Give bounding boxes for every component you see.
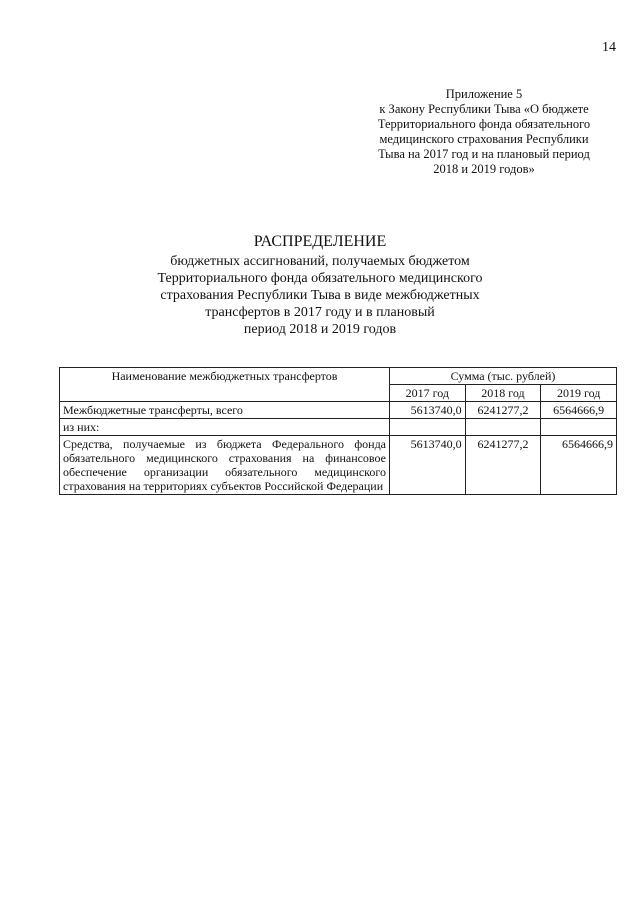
appendix-line: 2018 и 2019 годов» xyxy=(433,162,535,176)
header-year-cell: 2017 год xyxy=(390,385,466,402)
row-value-cell xyxy=(541,419,617,436)
subtitle-line: период 2018 и 2019 годов xyxy=(243,322,397,337)
transfers-table xyxy=(59,367,617,495)
row-value-cell: 6564666,9 xyxy=(541,436,617,495)
header-year-cell: 2018 год xyxy=(465,385,541,402)
document-title: РАСПРЕДЕЛЕНИЕ xyxy=(253,233,387,250)
table-row xyxy=(60,419,617,436)
subtitle-line: Территориального фонда обязательного медицинского xyxy=(157,271,483,286)
subtitle-line: страхования Республики Тыва в виде межбюджетных xyxy=(160,288,480,303)
row-name-cell: Средства, получаемые из бюджета Федерального фонда обязательного медицинского страхования на финансовое обеспечение организации обязательного медицинского страхования на территориях субъектов Российской Федерации xyxy=(60,436,390,495)
row-value-cell: 6241277,2 xyxy=(465,436,541,495)
subtitle-line: трансфертов в 2017 году и в плановый xyxy=(205,305,435,320)
document-subtitle xyxy=(120,253,520,338)
row-value-cell: 6564666,9 xyxy=(541,402,617,419)
row-value-cell: 6241277,2 xyxy=(465,402,541,419)
appendix-line: Тыва на 2017 год и на плановый период xyxy=(378,147,590,161)
appendix-line: к Закону Республики Тыва «О бюджете xyxy=(379,102,589,116)
table-row xyxy=(60,402,617,419)
table-row xyxy=(60,436,617,495)
row-name-cell: из них: xyxy=(60,419,390,436)
row-value-cell: 5613740,0 xyxy=(390,402,466,419)
appendix-line: медицинского страхования Республики xyxy=(379,132,589,146)
row-name-cell: Межбюджетные трансферты, всего xyxy=(60,402,390,419)
header-year-cell: 2019 год xyxy=(541,385,617,402)
appendix-line: Приложение 5 xyxy=(445,87,523,101)
subtitle-line: бюджетных ассигнований, получаемых бюджетом xyxy=(170,254,470,269)
row-value-cell xyxy=(465,419,541,436)
page-number: 14 xyxy=(602,40,616,55)
appendix-note xyxy=(368,87,600,177)
header-sum-cell: Сумма (тыс. рублей) xyxy=(390,368,617,385)
row-value-cell xyxy=(390,419,466,436)
table-header-row xyxy=(60,368,617,385)
document-heading xyxy=(120,232,520,338)
appendix-line: Территориального фонда обязательного xyxy=(377,117,591,131)
row-value-cell: 5613740,0 xyxy=(390,436,466,495)
header-name-cell: Наименование межбюджетных трансфертов xyxy=(60,368,390,402)
